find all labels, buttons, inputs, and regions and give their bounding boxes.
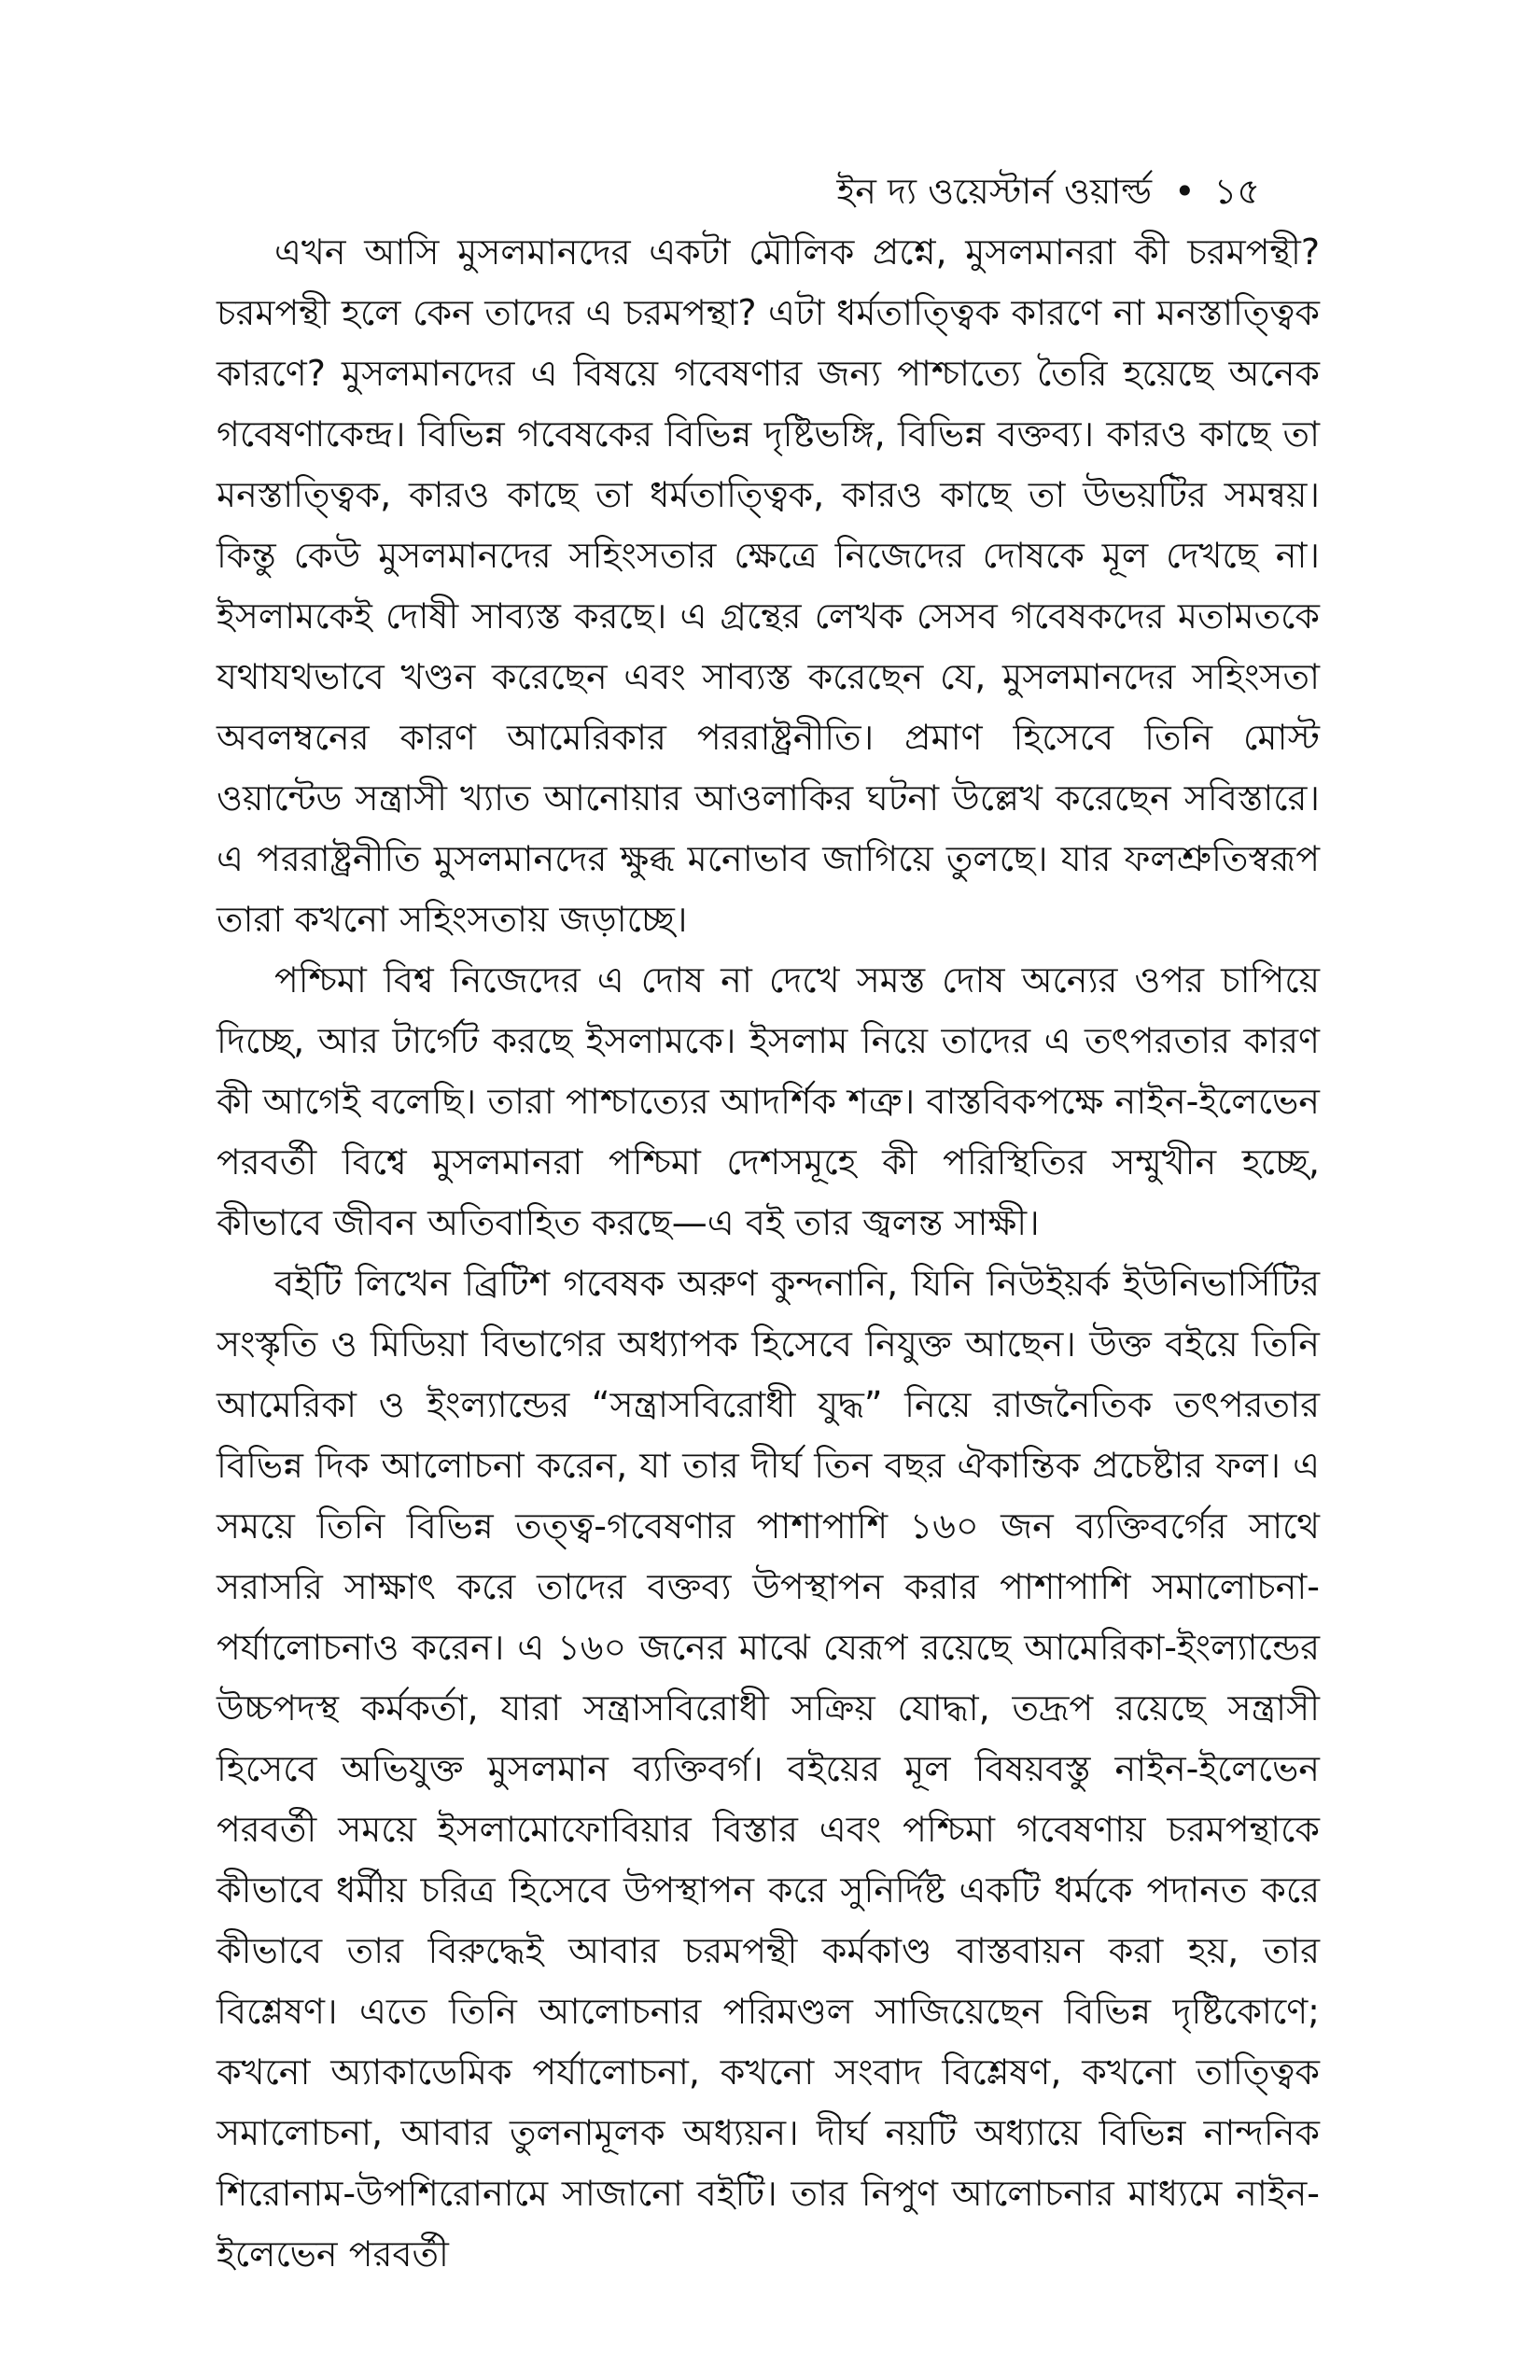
header-separator: • [1174, 171, 1196, 212]
paragraph-2: পশ্চিমা বিশ্ব নিজেদের এ দোষ না দেখে সমস্ত দোষ অন্যের ওপর চাপিয়ে দিচ্ছে, আর টার্গেট করছে ইসলামকে। ইসলাম নিয়ে তাদের এ তৎপরতার কারণ কী আগেই বলেছি। তারা পাশ্চাত্যের আদর্শিক শত্রু। বাস্তবিকপক্ষে নাইন-ইলেভেন পরবর্তী বিশ্বে মুসলমানরা পশ্চিমা দেশসমূহে কী পরিস্থিতির সম্মুখীন হচ্ছে, কীভাবে জীবন অতিবাহিত করছে—এ বই তার জ্বলন্ত সাক্ষী। [217, 959, 1320, 1243]
page-number: ১৫ [1213, 171, 1260, 212]
running-header [836, 171, 1260, 212]
book-title: ইন দ্য ওয়েস্টার্ন ওয়ার্ল্ড [836, 171, 1153, 212]
paragraph-3: বইটি লিখেন ব্রিটিশ গবেষক অরুণ কুন্দনানি, যিনি নিউইয়র্ক ইউনিভার্সিটির সংস্কৃতি ও মিডিয়া বিভাগের অধ্যাপক হিসেবে নিযুক্ত আছেন। উক্ত বইয়ে তিনি আমেরিকা ও ইংল্যান্ডের “সন্ত্রাসবিরোধী যুদ্ধ” নিয়ে রাজনৈতিক তৎপরতার বিভিন্ন দিক আলোচনা করেন, যা তার দীর্ঘ তিন বছর ঐকান্তিক প্রচেষ্টার ফল। এ সময়ে তিনি বিভিন্ন তত্ত্ব-গবেষণার পাশাপাশি ১৬০ জন ব্যক্তিবর্গের সাথে সরাসরি সাক্ষাৎ করে তাদের বক্তব্য উপস্থাপন করার পাশাপাশি সমালোচনা-পর্যালোচনাও করেন। এ ১৬০ জনের মাঝে যেরূপ রয়েছে আমেরিকা-ইংল্যান্ডের উচ্চপদস্থ কর্মকর্তা, যারা সন্ত্রাসবিরোধী সক্রিয় যোদ্ধা, তদ্রূপ রয়েছে সন্ত্রাসী হিসেবে অভিযুক্ত মুসলমান ব্যক্তিবর্গ। বইয়ের মূল বিষয়বস্তু নাইন-ইলেভেন পরবর্তী সময়ে ইসলামোফোবিয়ার বিস্তার এবং পশ্চিমা গবেষণায় চরমপন্থাকে কীভাবে ধর্মীয় চরিত্র হিসেবে উপস্থাপন করে সুনির্দিষ্ট একটি ধর্মকে পদানত করে কীভাবে তার বিরুদ্ধেই আবার চরমপন্থী কর্মকাণ্ড বাস্তবায়ন করা হয়, তার বিশ্লেষণ। এতে তিনি আলোচনার পরিমণ্ডল সাজিয়েছেন বিভিন্ন দৃষ্টিকোণে; কখনো অ্যাকাডেমিক পর্যালোচনা, কখনো সংবাদ বিশ্লেষণ, কখনো তাত্ত্বিক সমালোচনা, আবার তুলনামূলক অধ্যয়ন। দীর্ঘ নয়টি অধ্যায়ে বিভিন্ন নান্দনিক শিরোনাম-উপশিরোনামে সাজানো বইটি। তার নিপুণ আলোচনার মাধ্যমে নাইন-ইলেভেন পরবর্তী [217, 1263, 1320, 2275]
paragraph-1: এখন আসি মুসলমানদের একটা মৌলিক প্রশ্নে, মুসলমানরা কী চরমপন্থী? চরমপন্থী হলে কেন তাদের এ চরমপন্থা? এটা ধর্মতাত্ত্বিক কারণে না মনস্তাত্ত্বিক কারণে? মুসলমানদের এ বিষয়ে গবেষণার জন্য পাশ্চাত্যে তৈরি হয়েছে অনেক গবেষণাকেন্দ্র। বিভিন্ন গবেষকের বিভিন্ন দৃষ্টিভঙ্গি, বিভিন্ন বক্তব্য। কারও কাছে তা মনস্তাত্ত্বিক, কারও কাছে তা ধর্মতাত্ত্বিক, কারও কাছে তা উভয়টির সমন্বয়। কিন্তু কেউ মুসলমানদের সহিংসতার ক্ষেত্রে নিজেদের দোষকে মূল দেখছে না। ইসলামকেই দোষী সাব্যস্ত করছে। এ গ্রন্থের লেখক সেসব গবেষকদের মতামতকে যথাযথভাবে খণ্ডন করেছেন এবং সাব্যস্ত করেছেন যে, মুসলমানদের সহিংসতা অবলম্বনের কারণ আমেরিকার পররাষ্ট্রনীতি। প্রমাণ হিসেবে তিনি মোস্ট ওয়ান্টেড সন্ত্রাসী খ্যাত আনোয়ার আওলাকির ঘটনা উল্লেখ করেছেন সবিস্তারে। এ পররাষ্ট্রনীতি মুসলমানদের ক্ষুব্ধ মনোভাব জাগিয়ে তুলছে। যার ফলশ্রুতিস্বরূপ তারা কখনো সহিংসতায় জড়াচ্ছে। [217, 231, 1320, 940]
body-text [217, 222, 1320, 2285]
